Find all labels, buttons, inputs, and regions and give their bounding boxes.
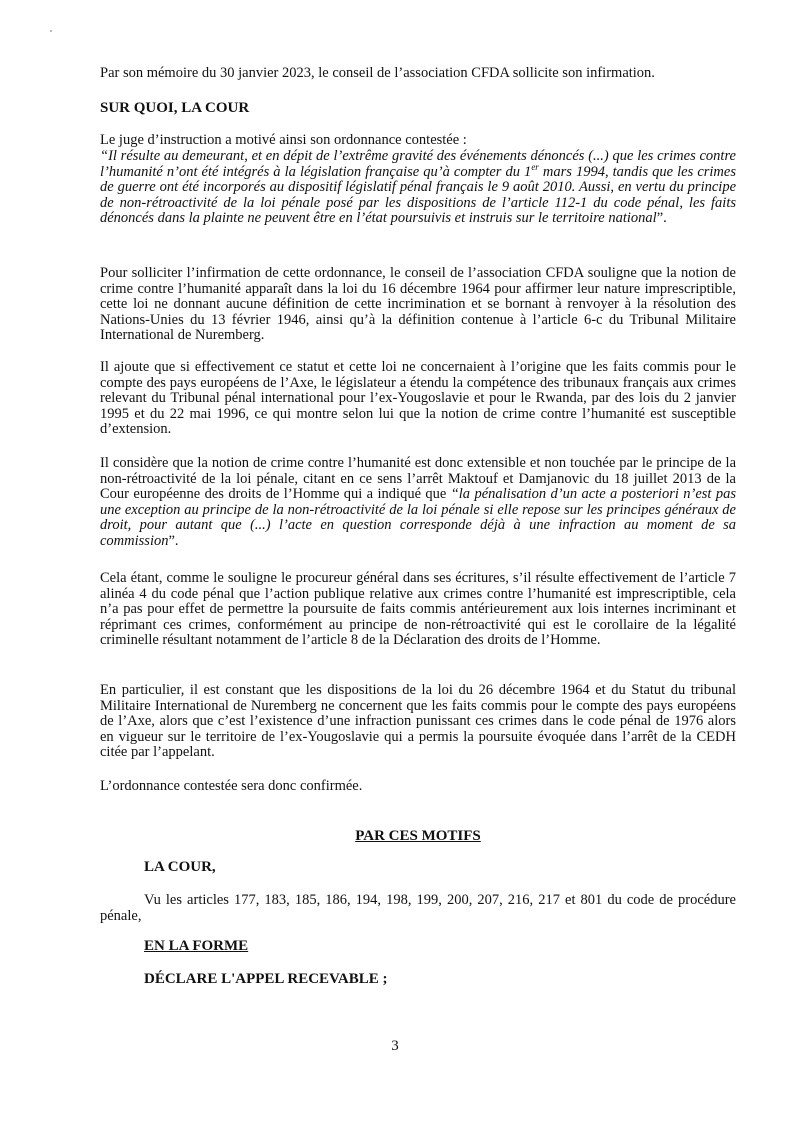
paragraph-ajoute: Il ajoute que si effectivement ce statut et cette loi ne concernaient à l’origine que les faits commis pour le compte des pays européens de l’Axe, le législateur a étendu la compétence des tribunaux français aux crimes relevant du Tribunal pénal international pour l’ex-Yougoslavie et pour le Rwanda, par des lois du 2 janvier 1995 et du 22 mai 1996, ce qui montre selon lui que la notion de crime contre l’humanité est susceptible d’extension.	[100, 359, 736, 438]
page-number: 3	[391, 1038, 399, 1054]
considere-quote: “la pénalisation d’un acte a posteriori n’est pas une exception au principe de la non-rétroactivité de la loi pénale si elle repose sur les principes généraux de droit, pour autant que (...) l’acte en question corresponde déjà à une infraction au moment de sa commission	[100, 486, 736, 549]
paragraph-memoire: Par son mémoire du 30 janvier 2023, le conseil de l’association CFDA sollicite son infirmation.	[100, 65, 655, 81]
paragraph-considere	[100, 456, 736, 550]
quote-close: ”.	[656, 210, 667, 227]
heading-en-la-forme: EN LA FORME	[144, 938, 249, 954]
paragraph-juge-intro: Le juge d’instruction a motivé ainsi son ordonnance contestée :	[100, 132, 467, 148]
paragraph-cela: Cela étant, comme le souligne le procureur général dans ses écritures, s’il résulte effectivement de l’article 7 alinéa 4 du code pénal que l’action publique relative aux crimes contre l’humanité est imprescriptible, cela n’a pas pour effet de permettre la poursuite de faits commis antérieurement aux lois internes incriminant et réprimant ces crimes, conformément au principe de non-rétroactivité qui est le corollaire de la légalité criminelle résultant notamment de l’article 8 de la Déclaration des droits de l’Homme.	[100, 570, 736, 649]
considere-text: Il considère que la notion de crime contre l’humanité est donc extensible et non touchée par le principe de la non-rétroactivité de la loi pénale, citant en ce sens l’arrêt Maktouf et Damjanovic du 18 juillet 2013 de la Cour européenne des droits de l’Homme qui a indiqué que	[100, 455, 736, 503]
considere-close: ”.	[168, 532, 179, 549]
quote-part-2: mars 1994, tandis que les crimes de guerre ont été incorporés au dispositif législatif pénal français le 9 août 2010. Aussi, en vertu du principe de non-rétroactivité de la loi pénale posé par les dispositions de l’article 112-1 du code pénal, les faits dénoncés dans la plainte ne peuvent être en l’état poursuivis et instruis sur le territoire national	[100, 163, 736, 227]
quote-part-1: “Il résulte au demeurant, et en dépit de l’extrême gravité des événements dénoncés (...) que les crimes contre l’humanité n’ont été intégrés à la législation française qu’à compter du 1	[100, 148, 736, 180]
scan-speck	[50, 30, 52, 32]
heading-la-cour: LA COUR,	[144, 859, 216, 875]
quote-superscript: er	[531, 161, 539, 172]
paragraph-articles: Vu les articles 177, 183, 185, 186, 194, 198, 199, 200, 207, 216, 217 et 801 du code de procédure pénale,	[100, 892, 736, 924]
paragraph-particulier: En particulier, il est constant que les dispositions de la loi du 26 décembre 1964 et du Statut du tribunal Militaire International de Nuremberg ne concernent que les faits commis pour le compte des pays européens de l’Axe, alors que c’est l’existence d’une infraction punissant ces crimes dans le code pénal de 1976 alors en vigueur sur le territoire de l’ex-Yougoslavie qui a permis la poursuite évoquée dans l’arrêt de la CEDH citée par l’appelant.	[100, 682, 736, 761]
heading-sur-quoi: SUR QUOI, LA COUR	[100, 100, 250, 116]
heading-par-ces-motifs: PAR CES MOTIFS	[355, 828, 481, 844]
paragraph-confirmee: L’ordonnance contestée sera donc confirmée.	[100, 778, 363, 794]
quote-ordonnance	[100, 149, 736, 227]
heading-declare-appel: DÉCLARE L'APPEL RECEVABLE ;	[144, 971, 388, 987]
paragraph-cfda: Pour solliciter l’infirmation de cette ordonnance, le conseil de l’association CFDA souligne que la notion de crime contre l’humanité apparaît dans la loi du 16 décembre 1964 pour affirmer leur nature imprescriptible, cette loi ne donnant aucune définition de cette incrimination et se bornant à renvoyer à la résolution des Nations-Unies du 13 février 1946, ainsi qu’à la définition contenue à l’article 6-c du Tribunal Militaire International de Nuremberg.	[100, 265, 736, 344]
